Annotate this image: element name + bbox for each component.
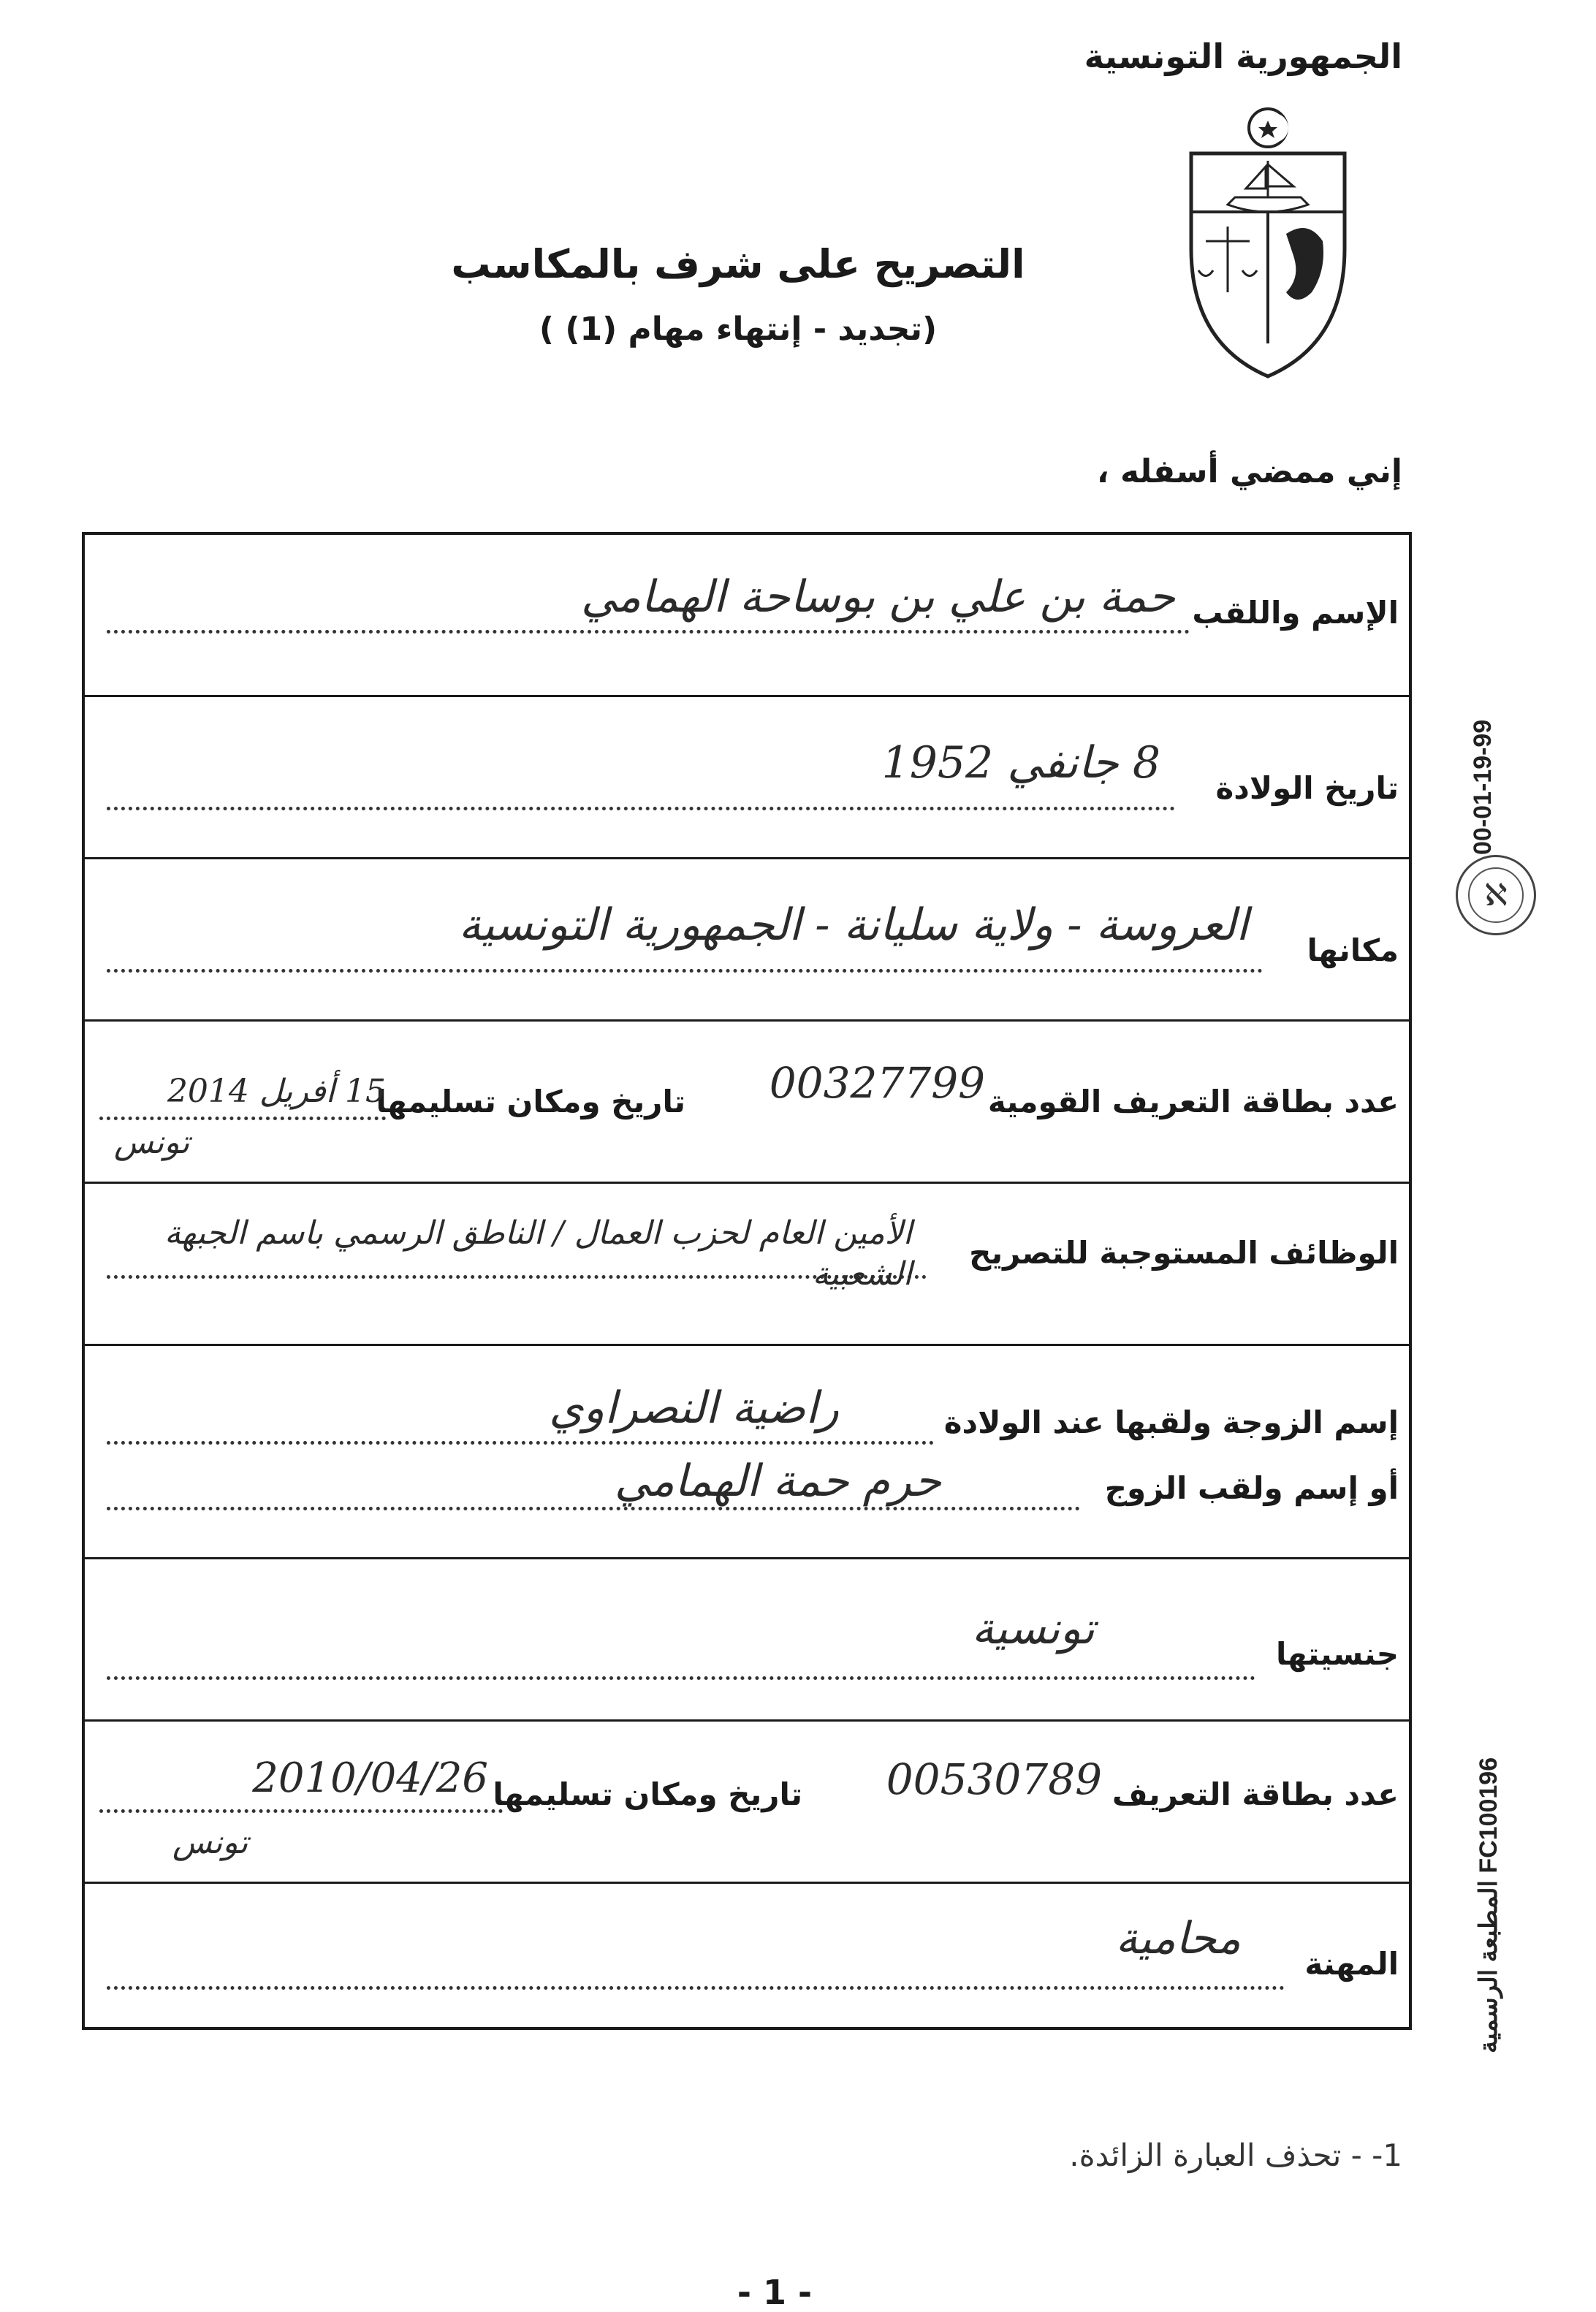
row-birth-place xyxy=(85,859,1409,1022)
husband-name-label: أو إسم ولقب الزوج xyxy=(1104,1470,1399,1506)
footnote: 1- - تحذف العبارة الزائدة. xyxy=(1069,2137,1402,2173)
declaration-form xyxy=(82,532,1412,2030)
birth-place-dotted-line xyxy=(107,969,1263,973)
nationality-value: تونسية xyxy=(971,1603,1095,1654)
national-id-date: 15 أفريل 2014 xyxy=(167,1073,386,1110)
nationality-dotted-line xyxy=(107,1676,1255,1680)
nationality-label: جنسيتها xyxy=(1276,1636,1399,1672)
national-id-number: 00327799 xyxy=(769,1058,985,1108)
national-id-label: عدد بطاقة التعريف القومية xyxy=(987,1084,1399,1119)
birth-place-label: مكانها xyxy=(1307,932,1399,968)
national-id-place: تونس xyxy=(114,1124,190,1161)
profession-label: المهنة xyxy=(1304,1946,1399,1982)
row-spouse xyxy=(85,1346,1409,1559)
birth-date-value: 8 جانفي 1952 xyxy=(881,737,1160,788)
wife-name-dotted-line xyxy=(107,1441,934,1445)
row-nationality xyxy=(85,1559,1409,1722)
svg-text:00-01-19-99: 00-01-19-99 xyxy=(1469,719,1497,855)
national-id-dotted-line xyxy=(99,1117,386,1120)
husband-name-dotted-line xyxy=(107,1507,1080,1510)
birth-date-label: تاريخ الولادة xyxy=(1215,770,1399,806)
page-number: - 1 - xyxy=(737,2273,813,2312)
row-functions xyxy=(85,1184,1409,1346)
republic-heading: الجمهورية التونسية xyxy=(1084,37,1402,76)
row-name xyxy=(85,535,1409,697)
birth-place-value: العروسة - ولاية سليانة - الجمهورية التونسية xyxy=(458,900,1248,951)
row-birth-date xyxy=(85,697,1409,859)
name-label: الإسم واللقب xyxy=(1192,595,1399,631)
tunisia-coat-of-arms-icon xyxy=(1177,102,1359,380)
wife-name-label: إسم الزوجة ولقبها عند الولادة xyxy=(943,1404,1399,1440)
side-code xyxy=(1462,643,1505,862)
spouse-id-date-place-label: تاريخ ومكان تسليمها xyxy=(493,1776,802,1812)
printer-code xyxy=(1462,1681,1513,2061)
intro-text: إني ممضي أسفله ، xyxy=(1096,453,1402,490)
document-title: التصريح على شرف بالمكاسب xyxy=(451,241,1025,287)
functions-value: الأمين العام لحزب العمال / الناطق الرسمي باسم الجبهة الشعبية xyxy=(164,1214,912,1293)
profession-value: محامية xyxy=(1115,1913,1241,1964)
functions-label: الوظائف المستوجبة للتصريح xyxy=(969,1235,1399,1271)
spouse-id-dotted-line xyxy=(99,1809,503,1813)
wife-name-value: راضية النصراوي xyxy=(549,1383,839,1434)
husband-name-value: حرم حمة الهمامي xyxy=(614,1456,941,1507)
birth-date-dotted-line xyxy=(107,807,1175,810)
spouse-id-place: تونس xyxy=(172,1824,248,1861)
spouse-id-label: عدد بطاقة التعريف xyxy=(1112,1776,1399,1812)
name-value: حمة بن علي بن بوساحة الهمامي xyxy=(581,571,1175,623)
row-national-id xyxy=(85,1022,1409,1184)
name-dotted-line xyxy=(107,630,1190,634)
row-profession xyxy=(85,1884,1409,2030)
official-stamp-icon: ℵ xyxy=(1456,855,1536,935)
spouse-id-date: 2010/04/26 xyxy=(252,1754,488,1802)
profession-dotted-line xyxy=(107,1986,1285,1990)
spouse-id-number: 00530789 xyxy=(886,1754,1102,1804)
svg-text:المطبعة الرسمية FC100196: المطبعة الرسمية FC100196 xyxy=(1475,1757,1502,2053)
document-subtitle: (تجديد - إنتهاء مهام (1) ) xyxy=(539,311,938,348)
row-spouse-id xyxy=(85,1722,1409,1884)
national-id-date-place-label: تاريخ ومكان تسليمها xyxy=(376,1084,685,1119)
